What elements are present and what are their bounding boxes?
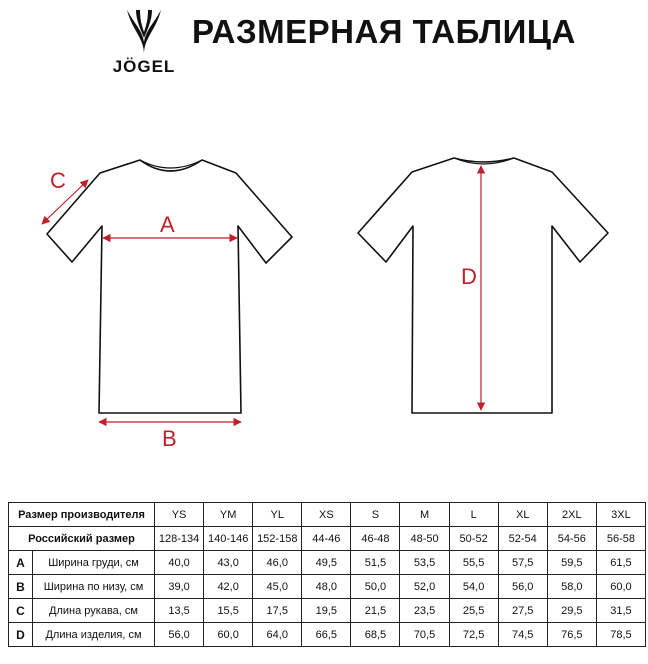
value-cell: 31,5 xyxy=(596,599,645,623)
value-cell: 39,0 xyxy=(155,575,204,599)
value-cell: 49,5 xyxy=(302,551,351,575)
measurement-row-c xyxy=(9,599,646,623)
row-letter: A xyxy=(9,551,33,575)
value-cell: 52,0 xyxy=(400,575,449,599)
label-b: B xyxy=(162,426,177,451)
value-cell: 56,0 xyxy=(155,623,204,647)
label-c: C xyxy=(50,168,66,193)
russian-size-cell: 56-58 xyxy=(596,527,645,551)
row-name: Ширина по низу, см xyxy=(33,575,155,599)
value-cell: 54,0 xyxy=(449,575,498,599)
russian-size-row xyxy=(9,527,646,551)
value-cell: 27,5 xyxy=(498,599,547,623)
measurement-row-b xyxy=(9,575,646,599)
value-cell: 78,5 xyxy=(596,623,645,647)
russian-size-cell: 54-56 xyxy=(547,527,596,551)
russian-size-cell: 152-158 xyxy=(253,527,302,551)
size-cell: YM xyxy=(204,503,253,527)
russian-size-cell: 140-146 xyxy=(204,527,253,551)
value-cell: 59,5 xyxy=(547,551,596,575)
value-cell: 53,5 xyxy=(400,551,449,575)
page-title: РАЗМЕРНАЯ ТАБЛИЦА xyxy=(192,13,576,50)
value-cell: 19,5 xyxy=(302,599,351,623)
size-cell: S xyxy=(351,503,400,527)
manufacturer-size-label: Размер производителя xyxy=(9,503,155,527)
russian-size-cell: 52-54 xyxy=(498,527,547,551)
russian-size-cell: 50-52 xyxy=(449,527,498,551)
label-a: A xyxy=(160,212,175,237)
russian-size-cell: 48-50 xyxy=(400,527,449,551)
value-cell: 42,0 xyxy=(204,575,253,599)
front-view xyxy=(42,160,292,451)
value-cell: 45,0 xyxy=(253,575,302,599)
value-cell: 17,5 xyxy=(253,599,302,623)
value-cell: 70,5 xyxy=(400,623,449,647)
value-cell: 66,5 xyxy=(302,623,351,647)
row-name: Ширина груди, см xyxy=(33,551,155,575)
brand-name: JÖGEL xyxy=(112,57,176,76)
row-letter: C xyxy=(9,599,33,623)
value-cell: 13,5 xyxy=(155,599,204,623)
size-cell: XS xyxy=(302,503,351,527)
value-cell: 72,5 xyxy=(449,623,498,647)
russian-size-cell: 128-134 xyxy=(155,527,204,551)
back-view xyxy=(358,158,608,413)
row-letter: D xyxy=(9,623,33,647)
size-cell: XL xyxy=(498,503,547,527)
value-cell: 58,0 xyxy=(547,575,596,599)
size-table xyxy=(8,502,646,647)
value-cell: 60,0 xyxy=(596,575,645,599)
value-cell: 64,0 xyxy=(253,623,302,647)
size-cell: YS xyxy=(155,503,204,527)
value-cell: 29,5 xyxy=(547,599,596,623)
value-cell: 46,0 xyxy=(253,551,302,575)
value-cell: 68,5 xyxy=(351,623,400,647)
value-cell: 57,5 xyxy=(498,551,547,575)
row-name: Длина изделия, см xyxy=(33,623,155,647)
front-tshirt-outline xyxy=(47,160,292,413)
manufacturer-size-row xyxy=(9,503,646,527)
russian-size-cell: 46-48 xyxy=(351,527,400,551)
row-name: Длина рукава, см xyxy=(33,599,155,623)
size-cell: L xyxy=(449,503,498,527)
value-cell: 56,0 xyxy=(498,575,547,599)
back-collar xyxy=(454,158,514,164)
russian-size-cell: 44-46 xyxy=(302,527,351,551)
value-cell: 74,5 xyxy=(498,623,547,647)
value-cell: 55,5 xyxy=(449,551,498,575)
row-letter: B xyxy=(9,575,33,599)
label-d: D xyxy=(461,264,477,289)
size-cell: YL xyxy=(253,503,302,527)
size-cell: M xyxy=(400,503,449,527)
back-tshirt-outline xyxy=(358,158,608,413)
value-cell: 48,0 xyxy=(302,575,351,599)
value-cell: 51,5 xyxy=(351,551,400,575)
value-cell: 15,5 xyxy=(204,599,253,623)
value-cell: 76,5 xyxy=(547,623,596,647)
size-cell: 2XL xyxy=(547,503,596,527)
measurement-row-d xyxy=(9,623,646,647)
value-cell: 50,0 xyxy=(351,575,400,599)
value-cell: 43,0 xyxy=(204,551,253,575)
value-cell: 23,5 xyxy=(400,599,449,623)
value-cell: 21,5 xyxy=(351,599,400,623)
value-cell: 60,0 xyxy=(204,623,253,647)
russian-size-label: Российский размер xyxy=(9,527,155,551)
value-cell: 40,0 xyxy=(155,551,204,575)
size-cell: 3XL xyxy=(596,503,645,527)
front-collar xyxy=(140,160,202,168)
measurement-row-a xyxy=(9,551,646,575)
value-cell: 25,5 xyxy=(449,599,498,623)
value-cell: 61,5 xyxy=(596,551,645,575)
